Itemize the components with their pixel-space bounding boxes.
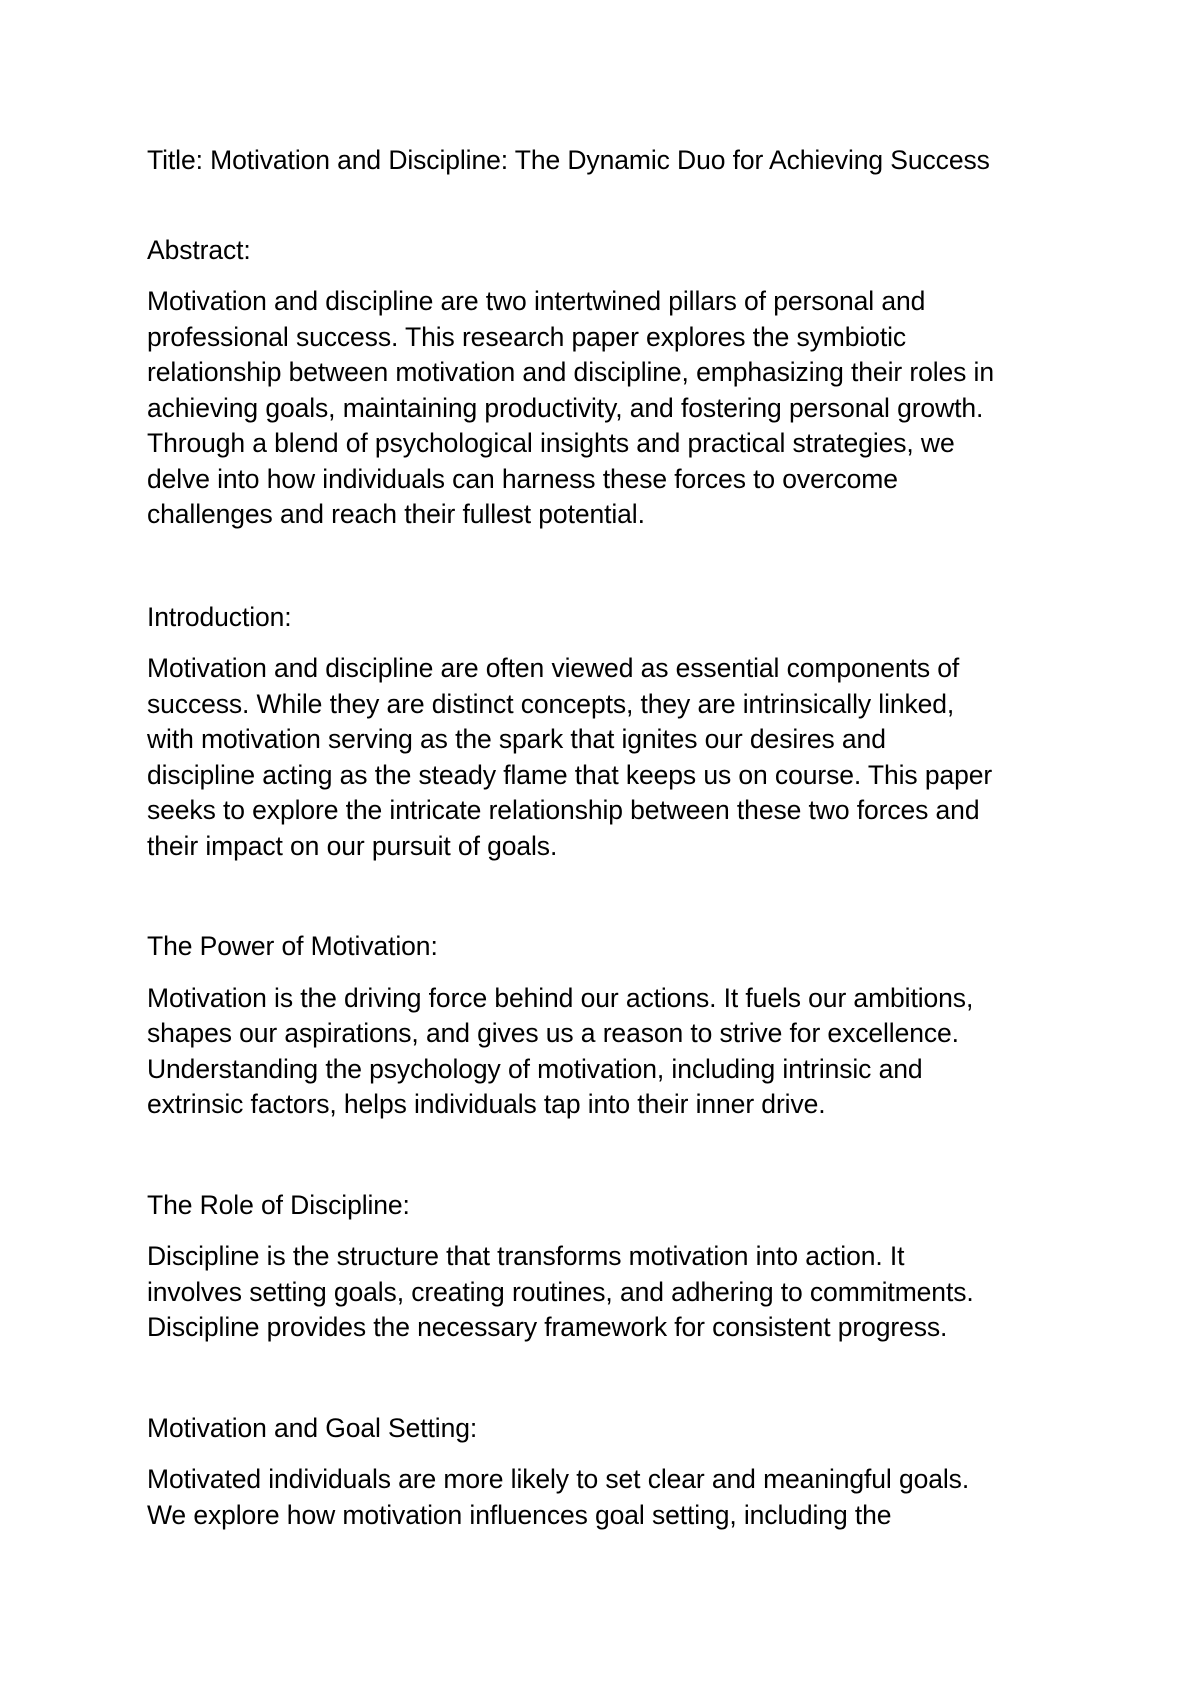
body-line: achieving goals, maintaining productivity, and fostering personal growth. xyxy=(147,392,984,423)
body-line: their impact on our pursuit of goals. xyxy=(147,830,558,861)
section-heading: Motivation and Goal Setting: xyxy=(147,1412,478,1443)
section-body xyxy=(147,1239,1087,1346)
body-line: Motivated individuals are more likely to set clear and meaningful goals. xyxy=(147,1464,970,1494)
document-title: Title: Motivation and Discipline: The Dynamic Duo for Achieving Success xyxy=(147,145,990,175)
body-line: professional success. This research paper explores the symbiotic xyxy=(147,321,907,352)
section-role-of-discipline xyxy=(147,1188,1087,1346)
document-content xyxy=(147,143,1087,1533)
body-line: discipline acting as the steady flame that keeps us on course. This paper xyxy=(147,759,993,790)
body-line: Discipline provides the necessary framework for consistent progress. xyxy=(147,1312,948,1342)
body-line: relationship between motivation and discipline, emphasizing their roles in xyxy=(147,357,994,387)
body-line: Through a blend of psychological insights and practical strategies, we xyxy=(147,428,955,458)
section-heading: Abstract: xyxy=(147,234,251,265)
section-abstract xyxy=(147,233,1087,533)
body-line: Motivation and discipline are often viewed as essential components of xyxy=(147,653,960,683)
body-line: Motivation and discipline are two intertwined pillars of personal and xyxy=(147,286,926,316)
body-line: seeks to explore the intricate relationship between these two forces and xyxy=(147,795,980,825)
section-power-of-motivation xyxy=(147,929,1087,1123)
body-line: shapes our aspirations, and gives us a reason to strive for excellence. xyxy=(147,1018,959,1048)
body-line: delve into how individuals can harness these forces to overcome xyxy=(147,463,898,494)
body-line: Understanding the psychology of motivation, including intrinsic and xyxy=(147,1053,923,1084)
section-heading: The Power of Motivation: xyxy=(147,931,438,961)
body-line: extrinsic factors, helps individuals tap into their inner drive. xyxy=(147,1089,826,1119)
body-line: challenges and reach their fullest potential. xyxy=(147,499,645,529)
section-heading: The Role of Discipline: xyxy=(147,1189,410,1220)
body-line: Motivation is the driving force behind our actions. It fuels our ambitions, xyxy=(147,982,974,1013)
body-line: with motivation serving as the spark that ignites our desires and xyxy=(147,724,886,754)
section-motivation-goal-setting xyxy=(147,1411,1087,1534)
body-line: Discipline is the structure that transforms motivation into action. It xyxy=(147,1241,905,1271)
section-introduction xyxy=(147,600,1087,865)
section-body xyxy=(147,981,1087,1123)
section-body xyxy=(147,284,1087,533)
section-heading: Introduction: xyxy=(147,601,292,632)
body-line: involves setting goals, creating routines, and adhering to commitments. xyxy=(147,1276,974,1307)
section-body xyxy=(147,651,1087,864)
body-line: success. While they are distinct concepts, they are intrinsically linked, xyxy=(147,688,955,719)
section-body xyxy=(147,1462,1087,1533)
body-line: We explore how motivation influences goal setting, including the xyxy=(147,1499,892,1530)
